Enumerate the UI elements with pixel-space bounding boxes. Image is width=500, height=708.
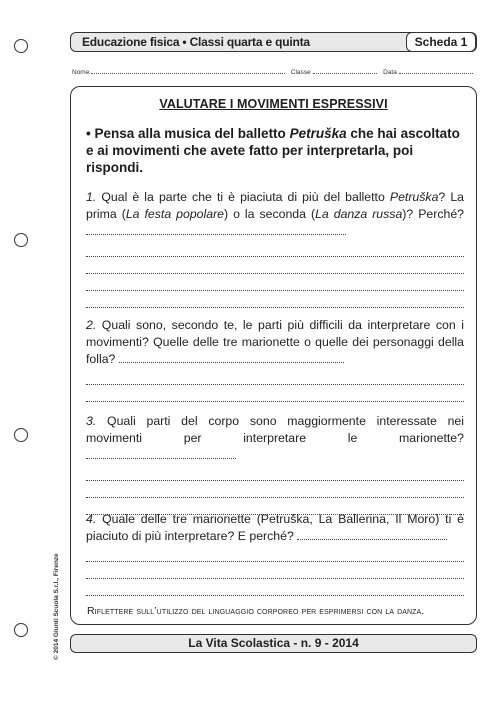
worksheet-title: VALUTARE I MOVIMENTI ESPRESSIVI xyxy=(159,97,388,111)
student-info-row xyxy=(72,68,475,76)
question-1 xyxy=(86,189,464,308)
classe-field[interactable] xyxy=(313,68,377,74)
answer-line[interactable] xyxy=(86,562,464,579)
data-field[interactable] xyxy=(399,68,473,74)
intro-instructions xyxy=(86,125,466,176)
classe-label: Classe xyxy=(290,69,311,76)
binder-hole-3 xyxy=(14,428,28,442)
nome-label: Nome xyxy=(72,69,90,76)
answer-line[interactable] xyxy=(86,545,464,562)
question-1-text: 1. Qual è la parte che ti è piaciuta di più del balletto Petruška? La prima (La festa popolare) o la seconda (La danza russa)? Perché? xyxy=(86,189,464,240)
magazine-footer: La Vita Scolastica - n. 9 - 2014 xyxy=(70,634,477,653)
question-4-text: 4. Quale delle tre marionette (Petruška, La Ballerina, Il Moro) ti è piaciuto di più interpretare? E perché? xyxy=(86,512,464,543)
binder-hole-2 xyxy=(14,233,28,247)
intro-rest: che hai ascoltato e ai movimenti che avete fatto per interpretarla, poi rispondi. xyxy=(86,126,460,175)
question-3-text: 3. Quali parti del corpo sono maggiormente interessate nei movimenti per interpretare le marionette? xyxy=(86,413,464,464)
question-4-number: 4. xyxy=(86,512,97,526)
answer-line[interactable] xyxy=(86,274,464,291)
answer-line[interactable] xyxy=(86,240,464,257)
intro-ballet-name: Petruška xyxy=(289,126,347,141)
nome-field[interactable] xyxy=(91,68,284,74)
header-subject: Educazione fisica • Classi quarta e quinta xyxy=(82,35,310,49)
answer-line[interactable] xyxy=(86,481,464,498)
copyright-notice: © 2014 Giunti Scuola S.r.l., Firenze xyxy=(53,553,60,660)
question-3-number: 3. xyxy=(86,414,97,428)
question-2-text: 2. Quali sono, secondo te, le parti più difficili da interpretare con i movimenti? Quelle delle tre marionette o quelle dei personaggi della folla? xyxy=(86,318,464,366)
question-1-number: 1. xyxy=(86,190,97,204)
answer-line[interactable] xyxy=(86,257,464,274)
answer-line[interactable] xyxy=(297,529,447,540)
question-3 xyxy=(86,413,464,515)
footer-note: Riflettere sull’utilizzo del linguaggio corporeo per esprimersi con la danza. xyxy=(87,605,425,617)
binder-hole-1 xyxy=(14,39,28,53)
answer-line[interactable] xyxy=(86,224,346,235)
data-label: Data xyxy=(383,69,397,76)
scheda-label: Scheda 1 xyxy=(406,32,476,52)
answer-line[interactable] xyxy=(86,368,464,385)
answer-line[interactable] xyxy=(86,464,464,481)
answer-line[interactable] xyxy=(86,291,464,308)
answer-line[interactable] xyxy=(86,579,464,596)
header-bar xyxy=(70,32,477,52)
intro-lead: • Pensa alla musica del balletto xyxy=(86,126,290,141)
question-2 xyxy=(86,317,464,402)
answer-line[interactable] xyxy=(86,385,464,402)
question-4 xyxy=(86,511,464,596)
worksheet-box xyxy=(70,86,477,625)
binder-hole-4 xyxy=(14,623,28,637)
question-2-number: 2. xyxy=(86,318,97,332)
answer-line[interactable] xyxy=(119,352,344,363)
answer-line[interactable] xyxy=(86,448,236,459)
